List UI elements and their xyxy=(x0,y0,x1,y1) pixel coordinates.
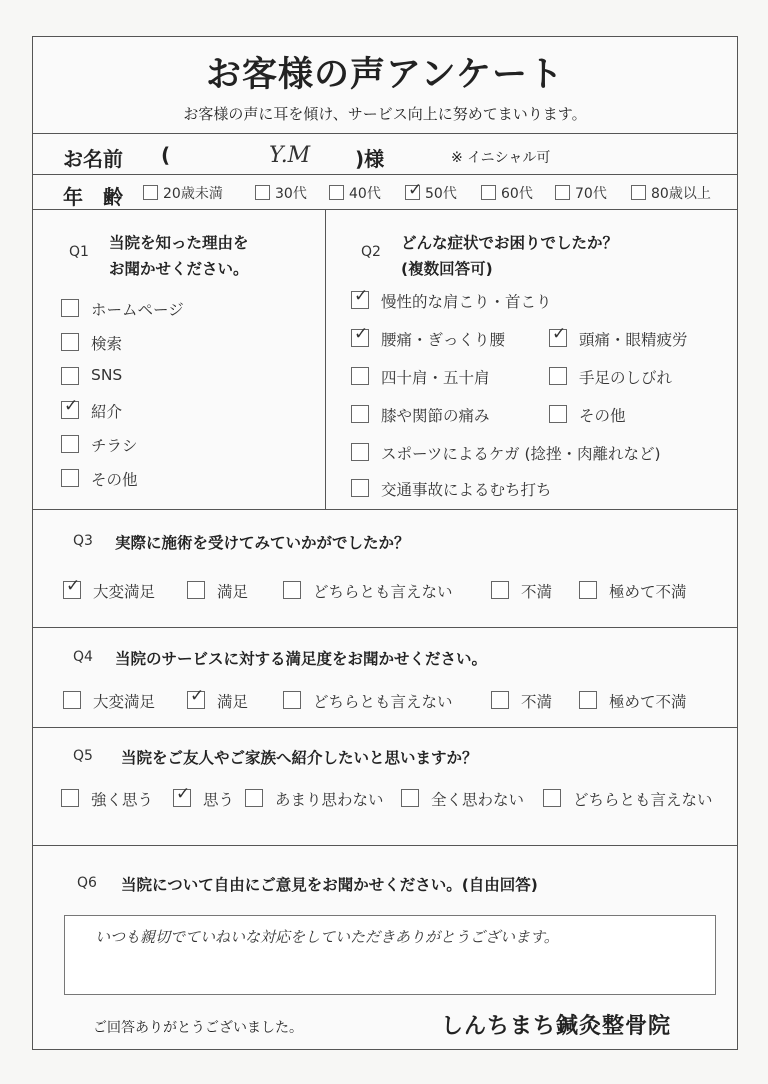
q2-option-label: 四十肩・五十肩 xyxy=(381,369,490,387)
q2-checkbox[interactable] xyxy=(351,443,369,461)
q5-checkbox[interactable] xyxy=(401,789,419,807)
q3-option-label: 極めて不満 xyxy=(609,583,687,601)
q1-checkbox[interactable] xyxy=(61,333,79,351)
age-checkbox[interactable] xyxy=(405,180,423,200)
divider xyxy=(33,845,737,846)
q1-checkbox[interactable] xyxy=(61,367,79,385)
initial-note: ※ イニシャル可 xyxy=(451,150,551,166)
q2-option-label: 慢性的な肩こり・首こり xyxy=(381,293,552,311)
check-mark-icon: ✓ xyxy=(408,180,423,200)
q5-option-label: 強く思う xyxy=(91,791,154,809)
q1-checkbox[interactable] xyxy=(61,469,79,487)
q2-checkbox[interactable] xyxy=(351,286,369,309)
form-subtitle: お客様の声に耳を傾け、サービス向上に努めてまいります。 xyxy=(183,105,587,123)
q4-option-label: 大変満足 xyxy=(93,693,156,711)
clinic-name: しんちまち鍼灸整骨院 xyxy=(441,1014,672,1039)
divider xyxy=(33,209,737,210)
check-mark-icon: ✓ xyxy=(354,286,369,306)
age-checkbox[interactable] xyxy=(481,185,496,200)
q3-checkbox[interactable] xyxy=(63,576,81,599)
q2-checkbox[interactable] xyxy=(351,479,369,497)
q1-checkbox[interactable] xyxy=(61,435,79,453)
name-value[interactable]: Y.M xyxy=(269,143,311,168)
q3-text: 実際に施術を受けてみていかがでしたか？ xyxy=(115,534,410,552)
check-mark-icon: ✓ xyxy=(190,686,205,706)
q4-text: 当院のサービスに対する満足度をお聞かせください。 xyxy=(115,650,488,668)
q5-option-label: 全く思わない xyxy=(431,791,525,809)
q2-checkbox[interactable] xyxy=(549,324,567,347)
divider xyxy=(33,133,737,134)
q3-option-label: 大変満足 xyxy=(93,583,156,601)
q1-option-label: 紹介 xyxy=(91,403,123,421)
q2-option-label: その他 xyxy=(579,407,626,425)
q2-checkbox[interactable] xyxy=(549,367,567,385)
q3-checkbox[interactable] xyxy=(187,581,205,599)
q2-number: Q2 xyxy=(361,244,381,260)
name-suffix: )様 xyxy=(355,147,385,171)
q3-checkbox[interactable] xyxy=(579,581,597,599)
age-checkbox[interactable] xyxy=(329,185,344,200)
age-checkbox[interactable] xyxy=(631,185,646,200)
age-checkbox[interactable] xyxy=(143,185,158,200)
check-mark-icon: ✓ xyxy=(176,784,191,804)
q1-option-label: SNS xyxy=(91,366,123,384)
q5-option-label: どちらとも言えない xyxy=(573,791,713,809)
free-comment-box[interactable] xyxy=(64,915,716,995)
q2-checkbox[interactable] xyxy=(351,324,369,347)
age-option-label: 70代 xyxy=(575,186,607,202)
q4-option-label: 満足 xyxy=(217,693,249,711)
q6-number: Q6 xyxy=(77,875,97,891)
q3-checkbox[interactable] xyxy=(491,581,509,599)
q5-option-label: あまり思わない xyxy=(275,791,384,809)
divider xyxy=(33,174,737,175)
q2-option-label: 膝や関節の痛み xyxy=(381,407,490,425)
age-option-label: 50代 xyxy=(425,186,457,202)
q5-checkbox[interactable] xyxy=(245,789,263,807)
q4-checkbox[interactable] xyxy=(283,691,301,709)
q5-option-label: 思う xyxy=(203,791,235,809)
divider xyxy=(33,727,737,728)
q2-checkbox[interactable] xyxy=(549,405,567,423)
q1-option-label: その他 xyxy=(91,471,138,489)
age-option-label: 20歳未満 xyxy=(163,186,223,202)
check-mark-icon: ✓ xyxy=(66,576,81,596)
survey-form xyxy=(32,36,738,1050)
q2-option-label: 交通事故によるむち打ち xyxy=(381,481,552,499)
q3-number: Q3 xyxy=(73,533,93,549)
q2-checkbox[interactable] xyxy=(351,367,369,385)
check-mark-icon: ✓ xyxy=(552,324,567,344)
q4-checkbox[interactable] xyxy=(491,691,509,709)
q3-option-label: 満足 xyxy=(217,583,249,601)
free-comment-text: いつも親切でていねいな対応をしていただきありがとうございます。 xyxy=(95,928,559,946)
q1-option-label: ホームページ xyxy=(91,301,184,319)
q4-number: Q4 xyxy=(73,649,93,665)
q2-option-label: 腰痛・ぎっくり腰 xyxy=(381,331,506,349)
q3-option-label: どちらとも言えない xyxy=(313,583,453,601)
q3-option-label: 不満 xyxy=(521,583,553,601)
q1-text-line2: お聞かせください。 xyxy=(109,260,249,278)
thanks-text: ご回答ありがとうございました。 xyxy=(93,1020,303,1036)
q1-option-label: 検索 xyxy=(91,335,123,353)
q2-option-label: 頭痛・眼精疲労 xyxy=(579,331,688,349)
q5-checkbox[interactable] xyxy=(173,784,191,807)
q4-checkbox[interactable] xyxy=(63,691,81,709)
q5-checkbox[interactable] xyxy=(543,789,561,807)
q2-option-label: スポーツによるケガ (捻挫・肉離れなど) xyxy=(381,445,661,463)
q2-text-line1: どんな症状でお困りでしたか？ xyxy=(401,234,619,252)
q4-checkbox[interactable] xyxy=(187,686,205,709)
q4-option-label: 不満 xyxy=(521,693,553,711)
q1-number: Q1 xyxy=(69,244,89,260)
age-checkbox[interactable] xyxy=(555,185,570,200)
q4-option-label: 極めて不満 xyxy=(609,693,687,711)
form-title: お客様の声アンケート xyxy=(206,55,564,95)
check-mark-icon: ✓ xyxy=(354,324,369,344)
age-option-label: 60代 xyxy=(501,186,533,202)
column-divider xyxy=(325,209,326,509)
divider xyxy=(33,627,737,628)
q1-checkbox[interactable] xyxy=(61,396,79,419)
q1-option-label: チラシ xyxy=(91,437,138,455)
q5-text: 当院をご友人やご家族へ紹介したいと思いますか？ xyxy=(121,749,478,767)
q6-text: 当院について自由にご意見をお聞かせください。(自由回答) xyxy=(121,876,538,894)
q3-checkbox[interactable] xyxy=(283,581,301,599)
q2-text-line2: (複数回答可) xyxy=(401,260,493,278)
age-option-label: 30代 xyxy=(275,186,307,202)
age-label: 年 齢 xyxy=(63,185,123,209)
check-mark-icon: ✓ xyxy=(64,396,79,416)
name-label: お名前 xyxy=(63,147,123,171)
q4-option-label: どちらとも言えない xyxy=(313,693,453,711)
q1-checkbox[interactable] xyxy=(61,299,79,317)
q2-checkbox[interactable] xyxy=(351,405,369,423)
q5-number: Q5 xyxy=(73,748,93,764)
divider xyxy=(33,509,737,510)
q1-text-line1: 当院を知った理由を xyxy=(109,234,249,252)
name-open-paren: ( xyxy=(161,143,171,167)
age-checkbox[interactable] xyxy=(255,185,270,200)
q5-checkbox[interactable] xyxy=(61,789,79,807)
q4-checkbox[interactable] xyxy=(579,691,597,709)
q2-option-label: 手足のしびれ xyxy=(579,369,673,387)
age-option-label: 40代 xyxy=(349,186,381,202)
age-option-label: 80歳以上 xyxy=(651,186,711,202)
